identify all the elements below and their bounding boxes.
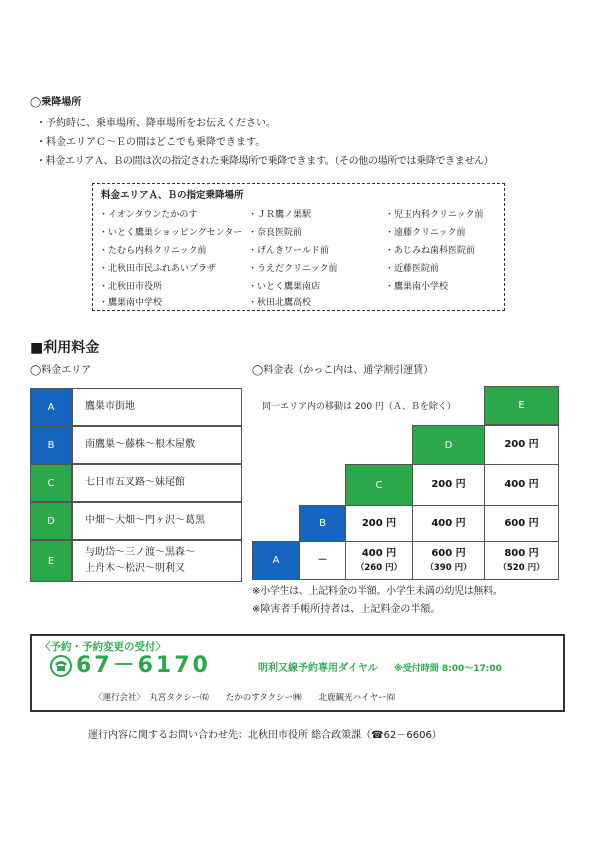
reservation-box — [30, 634, 565, 712]
fare-table-heading: ◯料金表（かっこ内は、通学割引運賃） — [252, 365, 434, 376]
stop-item: ・あじみね歯科医院前 — [385, 246, 476, 256]
area-name-e-line1: 与助岱～三ノ渡～黒森～ — [85, 547, 195, 558]
phone-icon — [50, 655, 72, 677]
price-a-c-student: （260 円） — [355, 562, 403, 573]
price-a-e — [484, 541, 559, 580]
stop-item: ・ＪＲ鷹ノ巣駅 — [248, 210, 312, 220]
area-name-d: 中畑～大畑～門ヶ沢～葛黒 — [72, 502, 242, 540]
boarding-heading: ◯乗降場所 — [30, 97, 82, 108]
stop-item: ・奈良医院前 — [248, 228, 303, 238]
diag-a: A — [252, 541, 300, 580]
stop-item: ・いとく鷹巣ショッピングセンター — [99, 228, 243, 238]
diag-c: C — [345, 464, 413, 506]
price-c-d: 200 円 — [412, 464, 485, 506]
price-a-c — [345, 541, 413, 580]
area-name-e — [72, 540, 242, 582]
designated-stops-title: 料金エリアＡ、Ｂの指定乗降場所 — [101, 190, 244, 201]
reservation-dial-name: 明利又線予約専用ダイヤル — [258, 663, 378, 674]
price-a-d-regular: 600 円 — [431, 547, 466, 559]
boarding-line-3: ・料金エリアＡ、Ｂの間は次の指定された乗降場所で乗降できます。（その他の場所では乗降できません） — [36, 156, 494, 167]
stop-item: ・遠藤クリニック前 — [385, 228, 466, 238]
reservation-phone[interactable]: 67－6170 — [76, 653, 211, 678]
fare-note-1: ※小学生は、上記料金の半額。小学生未満の幼児は無料。 — [252, 586, 503, 597]
fares-heading: ■利用料金 — [30, 340, 100, 356]
stop-item: ・たむら内科クリニック前 — [99, 246, 207, 256]
stop-item: ・鷹巣南小学校 — [385, 282, 449, 292]
same-area-note: 同一エリア内の移動は 200 円（Ａ、Ｂを除く） — [262, 402, 456, 412]
area-code-a: A — [30, 388, 72, 426]
boarding-line-2: ・料金エリアＣ～Ｅの間はどこでも乗降できます。 — [36, 137, 266, 148]
stop-item: ・近藤医院前 — [385, 264, 440, 274]
stop-item: ・北秋田市民ふれあいプラザ — [99, 264, 217, 274]
price-b-c: 200 円 — [345, 505, 413, 542]
designated-stops-box — [92, 183, 505, 311]
price-a-c-regular: 400 円 — [361, 547, 397, 559]
price-a-d — [412, 541, 485, 580]
area-code-b: B — [30, 426, 72, 464]
contact-line: 運行内容に関するお問い合わせ先：北秋田市役所 総合政策課（☎62－6606） — [88, 730, 442, 741]
price-a-b: － — [299, 541, 346, 580]
price-c-e: 400 円 — [484, 464, 559, 506]
area-name-b: 南鷹巣～藤株～根木屋敷 — [72, 426, 242, 464]
price-b-e: 600 円 — [484, 505, 559, 542]
stop-item: ・児玉内科クリニック前 — [385, 210, 484, 220]
areas-heading: ◯料金エリア — [30, 365, 92, 376]
reservation-hours: ※受付時間 8:00～17:00 — [394, 664, 502, 674]
reservation-title: 〈予約・予約変更の受付〉 — [40, 641, 166, 653]
diag-d: D — [412, 425, 485, 465]
area-code-e: E — [30, 540, 72, 582]
price-b-d: 400 円 — [412, 505, 485, 542]
fare-note-2: ※障害者手帳所持者は、上記料金の半額。 — [252, 604, 441, 615]
area-code-c: C — [30, 464, 72, 502]
price-a-d-student: （390 円） — [425, 562, 472, 573]
diag-e: E — [484, 386, 559, 425]
stop-item: ・げんきワールド前 — [248, 246, 329, 256]
stop-item: ・鷹巣南中学校 — [99, 298, 163, 308]
stop-item: ・イオンタウンたかのす — [99, 210, 198, 220]
area-name-a: 鷹巣市街地 — [72, 388, 242, 426]
area-code-d: D — [30, 502, 72, 540]
boarding-line-1: ・予約時に、乗車場所、降車場所をお伝えください。 — [36, 118, 276, 129]
reservation-operators: 〈運行会社〉 丸宮タクシー㈲ たかのすタクシー㈱ 北鹿観光ハイヤー㈲ — [94, 693, 396, 703]
stop-item: ・うえだクリニック前 — [248, 264, 338, 274]
price-a-e-student: （520 円） — [498, 562, 545, 573]
stop-item: ・いとく鷹巣南店 — [248, 282, 321, 292]
price-a-e-regular: 800 円 — [504, 547, 539, 559]
diag-b: B — [299, 505, 346, 542]
stop-item: ・北秋田市役所 — [99, 282, 163, 292]
area-name-e-line2: 上舟木～松沢～明利又 — [85, 563, 185, 574]
stop-item: ・秋田北鷹高校 — [248, 298, 312, 308]
price-d-e: 200 円 — [484, 425, 559, 465]
area-name-c: 七日市五叉路～妹尾館 — [72, 464, 242, 502]
